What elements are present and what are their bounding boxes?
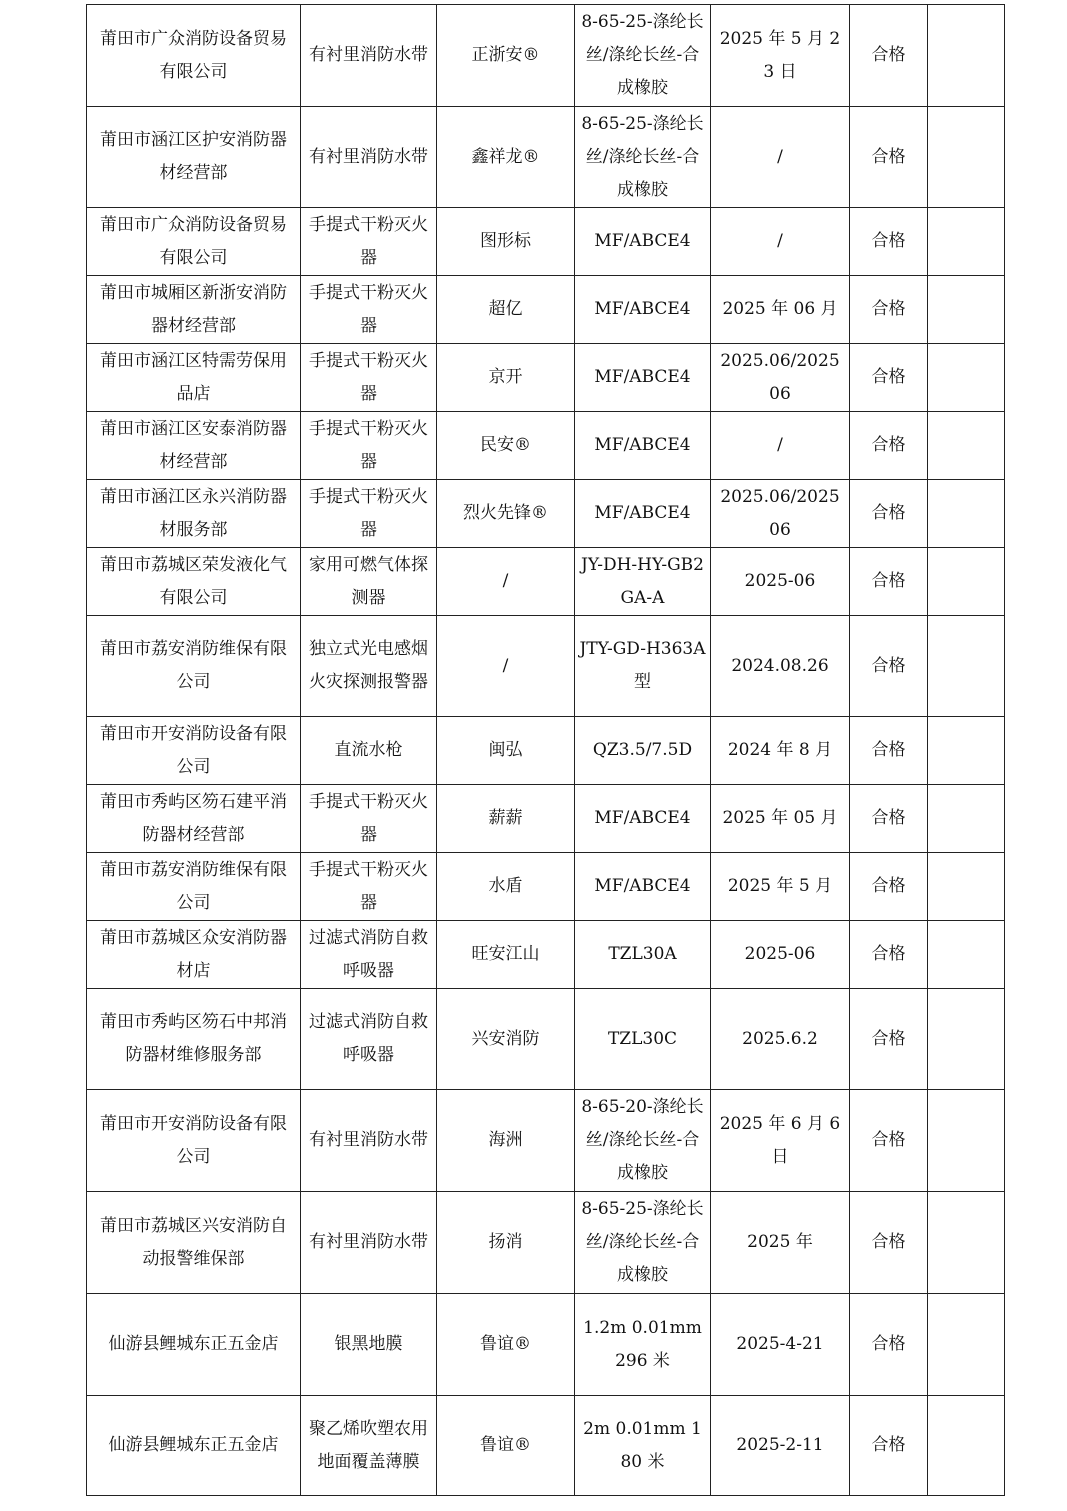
table-row bbox=[87, 989, 1005, 1090]
model-spec-cell bbox=[575, 717, 711, 785]
company-cell bbox=[87, 1294, 301, 1396]
model-spec-cell bbox=[575, 1294, 711, 1396]
result-cell-text: 合格 bbox=[871, 146, 906, 167]
result-cell-text: 合格 bbox=[871, 1334, 906, 1354]
production-date-cell-text: 2025 年 6 月 6 日 bbox=[719, 1113, 841, 1167]
model-spec-cell bbox=[575, 921, 711, 989]
product-name-cell-text: 手提式干粉灭火器 bbox=[309, 350, 428, 404]
brand-cell bbox=[437, 853, 575, 921]
result-cell bbox=[850, 853, 928, 921]
result-cell-text: 合格 bbox=[871, 655, 906, 676]
result-cell-text: 合格 bbox=[871, 808, 906, 828]
model-spec-cell-text: MF/ABCE4 bbox=[594, 231, 691, 251]
model-spec-cell bbox=[575, 107, 711, 208]
model-spec-cell bbox=[575, 480, 711, 548]
remarks-cell bbox=[928, 480, 1005, 548]
production-date-cell-text: 2025.06/202506 bbox=[720, 350, 840, 404]
table-row bbox=[87, 480, 1005, 548]
result-cell bbox=[850, 5, 928, 107]
model-spec-cell-text: JTY-GD-H363A 型 bbox=[579, 639, 706, 692]
table-row bbox=[87, 1294, 1005, 1396]
brand-cell-text: 海洲 bbox=[488, 1130, 523, 1150]
brand-cell bbox=[437, 1396, 575, 1496]
production-date-cell-text: 2025.6.2 bbox=[742, 1028, 818, 1049]
model-spec-cell-text: MF/ABCE4 bbox=[594, 503, 691, 523]
production-date-cell bbox=[711, 344, 850, 412]
product-name-cell-text: 手提式干粉灭火器 bbox=[309, 486, 428, 540]
product-name-cell bbox=[301, 921, 437, 989]
result-cell-text: 合格 bbox=[871, 503, 906, 523]
model-spec-cell bbox=[575, 548, 711, 616]
brand-cell-text: 扬消 bbox=[488, 1232, 523, 1252]
company-cell bbox=[87, 107, 301, 208]
product-name-cell bbox=[301, 1090, 437, 1192]
production-date-cell bbox=[711, 616, 850, 717]
production-date-cell bbox=[711, 921, 850, 989]
company-cell-text: 莆田市涵江区护安消防器材经营部 bbox=[100, 130, 287, 183]
brand-cell-text: 京开 bbox=[488, 367, 523, 387]
company-cell-text: 莆田市荔城区兴安消防自动报警维保部 bbox=[100, 1215, 287, 1269]
brand-cell bbox=[437, 344, 575, 412]
production-date-cell bbox=[711, 107, 850, 208]
product-name-cell bbox=[301, 412, 437, 480]
remarks-cell bbox=[928, 5, 1005, 107]
model-spec-cell bbox=[575, 1192, 711, 1294]
company-cell-text: 莆田市荔安消防维保有限公司 bbox=[100, 859, 287, 913]
brand-cell-text: 烈火先锋® bbox=[463, 503, 548, 523]
model-spec-cell bbox=[575, 1090, 711, 1192]
remarks-cell bbox=[928, 276, 1005, 344]
result-cell-text: 合格 bbox=[871, 571, 906, 591]
model-spec-cell-text: QZ3.5/7.5D bbox=[592, 740, 693, 760]
product-name-cell bbox=[301, 717, 437, 785]
company-cell bbox=[87, 548, 301, 616]
result-cell-text: 合格 bbox=[871, 367, 906, 387]
result-cell-text: 合格 bbox=[871, 1130, 906, 1150]
product-name-cell-text: 有衬里消防水带 bbox=[309, 1232, 428, 1252]
product-name-cell bbox=[301, 616, 437, 717]
company-cell bbox=[87, 1090, 301, 1192]
remarks-cell bbox=[928, 412, 1005, 480]
brand-cell bbox=[437, 1192, 575, 1294]
brand-cell-text: 正浙安® bbox=[471, 45, 540, 65]
production-date-cell-text: 2024 年 8 月 bbox=[727, 740, 833, 760]
result-cell-text: 合格 bbox=[871, 1028, 906, 1049]
product-name-cell-text: 手提式干粉灭火器 bbox=[309, 859, 428, 913]
remarks-cell bbox=[928, 344, 1005, 412]
table-row bbox=[87, 785, 1005, 853]
table-row bbox=[87, 107, 1005, 208]
company-cell bbox=[87, 344, 301, 412]
brand-cell bbox=[437, 1090, 575, 1192]
production-date-cell-text: / bbox=[777, 435, 783, 455]
model-spec-cell-text: MF/ABCE4 bbox=[594, 367, 691, 387]
model-spec-cell-text: TZL30C bbox=[607, 1028, 678, 1049]
table-row bbox=[87, 853, 1005, 921]
result-cell-text: 合格 bbox=[871, 1435, 906, 1455]
table-row bbox=[87, 412, 1005, 480]
result-cell bbox=[850, 548, 928, 616]
model-spec-cell bbox=[575, 344, 711, 412]
product-name-cell-text: 手提式干粉灭火器 bbox=[309, 282, 428, 336]
table-row bbox=[87, 616, 1005, 717]
production-date-cell bbox=[711, 208, 850, 276]
result-cell bbox=[850, 1192, 928, 1294]
company-cell-text: 莆田市秀屿区笏石建平消防器材经营部 bbox=[100, 791, 287, 845]
result-cell-text: 合格 bbox=[871, 45, 906, 65]
remarks-cell bbox=[928, 853, 1005, 921]
product-name-cell-text: 过滤式消防自救呼吸器 bbox=[309, 1012, 428, 1065]
remarks-cell bbox=[928, 717, 1005, 785]
result-cell bbox=[850, 717, 928, 785]
brand-cell bbox=[437, 412, 575, 480]
model-spec-cell-text: 1.2m 0.01mm 296 米 bbox=[583, 1317, 702, 1371]
product-name-cell-text: 有衬里消防水带 bbox=[309, 45, 428, 65]
product-name-cell-text: 手提式干粉灭火器 bbox=[309, 791, 428, 845]
company-cell-text: 仙游县鲤城东正五金店 bbox=[108, 1334, 279, 1354]
production-date-cell-text: 2025-06 bbox=[744, 571, 816, 591]
brand-cell bbox=[437, 480, 575, 548]
remarks-cell bbox=[928, 1090, 1005, 1192]
product-name-cell bbox=[301, 276, 437, 344]
model-spec-cell-text: MF/ABCE4 bbox=[594, 808, 691, 828]
company-cell bbox=[87, 853, 301, 921]
brand-cell-text: 鲁谊® bbox=[480, 1435, 531, 1455]
model-spec-cell-text: TZL30A bbox=[608, 944, 677, 964]
model-spec-cell-text: 8-65-25-涤纶长丝/涤纶长丝-合成橡胶 bbox=[581, 12, 704, 98]
result-cell-text: 合格 bbox=[871, 299, 906, 319]
company-cell-text: 莆田市荔安消防维保有限公司 bbox=[100, 639, 287, 692]
brand-cell-text: 图形标 bbox=[480, 231, 531, 251]
result-cell bbox=[850, 276, 928, 344]
result-cell bbox=[850, 107, 928, 208]
product-name-cell bbox=[301, 344, 437, 412]
company-cell-text: 仙游县鲤城东正五金店 bbox=[108, 1435, 279, 1455]
result-cell-text: 合格 bbox=[871, 876, 906, 896]
model-spec-cell-text: JY-DH-HY-GB2GA-A bbox=[581, 554, 704, 608]
product-name-cell bbox=[301, 1396, 437, 1496]
table-row bbox=[87, 344, 1005, 412]
result-cell bbox=[850, 208, 928, 276]
result-cell-text: 合格 bbox=[871, 944, 906, 964]
company-cell bbox=[87, 1192, 301, 1294]
product-name-cell bbox=[301, 785, 437, 853]
remarks-cell bbox=[928, 1294, 1005, 1396]
table-row bbox=[87, 1192, 1005, 1294]
brand-cell bbox=[437, 785, 575, 853]
result-cell bbox=[850, 480, 928, 548]
table-row bbox=[87, 921, 1005, 989]
production-date-cell-text: / bbox=[777, 231, 783, 251]
remarks-cell bbox=[928, 921, 1005, 989]
product-name-cell-text: 家用可燃气体探测器 bbox=[309, 554, 428, 608]
result-cell-text: 合格 bbox=[871, 231, 906, 251]
inspection-results-table bbox=[86, 4, 1005, 1496]
result-cell bbox=[850, 616, 928, 717]
company-cell-text: 莆田市广众消防设备贸易有限公司 bbox=[100, 28, 287, 82]
production-date-cell-text: 2025-4-21 bbox=[736, 1334, 824, 1354]
model-spec-cell bbox=[575, 616, 711, 717]
remarks-cell bbox=[928, 1396, 1005, 1496]
company-cell bbox=[87, 5, 301, 107]
product-name-cell bbox=[301, 1192, 437, 1294]
model-spec-cell bbox=[575, 208, 711, 276]
brand-cell-text: 水盾 bbox=[488, 876, 523, 896]
product-name-cell-text: 银黑地膜 bbox=[334, 1334, 403, 1354]
remarks-cell bbox=[928, 785, 1005, 853]
brand-cell bbox=[437, 107, 575, 208]
company-cell-text: 莆田市开安消防设备有限公司 bbox=[100, 1113, 287, 1167]
company-cell bbox=[87, 208, 301, 276]
brand-cell bbox=[437, 276, 575, 344]
production-date-cell bbox=[711, 276, 850, 344]
product-name-cell bbox=[301, 5, 437, 107]
brand-cell-text: / bbox=[502, 571, 509, 591]
brand-cell-text: 旺安江山 bbox=[471, 944, 540, 964]
product-name-cell bbox=[301, 989, 437, 1090]
company-cell-text: 莆田市涵江区永兴消防器材服务部 bbox=[100, 486, 287, 540]
production-date-cell bbox=[711, 5, 850, 107]
product-name-cell bbox=[301, 548, 437, 616]
company-cell bbox=[87, 989, 301, 1090]
brand-cell-text: / bbox=[502, 655, 509, 676]
product-name-cell bbox=[301, 1294, 437, 1396]
brand-cell-text: 鑫祥龙® bbox=[471, 146, 540, 167]
company-cell-text: 莆田市涵江区特需劳保用品店 bbox=[100, 350, 287, 404]
model-spec-cell bbox=[575, 785, 711, 853]
production-date-cell bbox=[711, 1192, 850, 1294]
brand-cell bbox=[437, 921, 575, 989]
production-date-cell-text: 2025 年 05 月 bbox=[722, 808, 838, 828]
company-cell bbox=[87, 785, 301, 853]
model-spec-cell bbox=[575, 5, 711, 107]
brand-cell bbox=[437, 717, 575, 785]
remarks-cell bbox=[928, 107, 1005, 208]
company-cell-text: 莆田市荔城区众安消防器材店 bbox=[100, 927, 287, 981]
production-date-cell bbox=[711, 989, 850, 1090]
remarks-cell bbox=[928, 616, 1005, 717]
company-cell bbox=[87, 717, 301, 785]
production-date-cell bbox=[711, 1396, 850, 1496]
model-spec-cell-text: MF/ABCE4 bbox=[594, 435, 691, 455]
brand-cell bbox=[437, 548, 575, 616]
production-date-cell bbox=[711, 480, 850, 548]
company-cell bbox=[87, 616, 301, 717]
production-date-cell bbox=[711, 548, 850, 616]
result-cell-text: 合格 bbox=[871, 435, 906, 455]
product-name-cell bbox=[301, 480, 437, 548]
product-name-cell-text: 有衬里消防水带 bbox=[309, 1130, 428, 1150]
table-body bbox=[87, 5, 1005, 1496]
remarks-cell bbox=[928, 989, 1005, 1090]
brand-cell-text: 民安® bbox=[480, 435, 531, 455]
production-date-cell-text: 2025-2-11 bbox=[736, 1435, 824, 1455]
remarks-cell bbox=[928, 1192, 1005, 1294]
table-row bbox=[87, 276, 1005, 344]
result-cell-text: 合格 bbox=[871, 1232, 906, 1252]
company-cell-text: 莆田市广众消防设备贸易有限公司 bbox=[100, 214, 287, 268]
table-row bbox=[87, 5, 1005, 107]
product-name-cell bbox=[301, 107, 437, 208]
product-name-cell-text: 手提式干粉灭火器 bbox=[309, 214, 428, 268]
result-cell-text: 合格 bbox=[871, 740, 906, 760]
brand-cell bbox=[437, 1294, 575, 1396]
model-spec-cell bbox=[575, 853, 711, 921]
brand-cell-text: 鲁谊® bbox=[480, 1334, 531, 1354]
production-date-cell-text: 2024.08.26 bbox=[731, 655, 829, 676]
model-spec-cell-text: MF/ABCE4 bbox=[594, 299, 691, 319]
result-cell bbox=[850, 1396, 928, 1496]
production-date-cell-text: 2025 年 06 月 bbox=[722, 299, 838, 319]
model-spec-cell-text: MF/ABCE4 bbox=[594, 876, 691, 896]
production-date-cell-text: 2025-06 bbox=[744, 944, 816, 964]
company-cell bbox=[87, 480, 301, 548]
company-cell bbox=[87, 412, 301, 480]
company-cell bbox=[87, 276, 301, 344]
company-cell-text: 莆田市城厢区新浙安消防器材经营部 bbox=[100, 282, 287, 336]
production-date-cell-text: 2025 年 5 月 23 日 bbox=[719, 28, 841, 82]
result-cell bbox=[850, 785, 928, 853]
production-date-cell bbox=[711, 853, 850, 921]
table-row bbox=[87, 1396, 1005, 1496]
brand-cell-text: 薪薪 bbox=[488, 808, 523, 828]
brand-cell bbox=[437, 616, 575, 717]
brand-cell-text: 超亿 bbox=[488, 299, 523, 319]
model-spec-cell bbox=[575, 276, 711, 344]
production-date-cell-text: 2025 年 5 月 bbox=[727, 876, 833, 896]
model-spec-cell-text: 8-65-20-涤纶长丝/涤纶长丝-合成橡胶 bbox=[581, 1097, 704, 1183]
company-cell bbox=[87, 921, 301, 989]
remarks-cell bbox=[928, 548, 1005, 616]
product-name-cell-text: 手提式干粉灭火器 bbox=[309, 418, 428, 472]
production-date-cell-text: 2025 年 bbox=[747, 1232, 813, 1252]
product-name-cell bbox=[301, 853, 437, 921]
remarks-cell bbox=[928, 208, 1005, 276]
model-spec-cell-text: 8-65-25-涤纶长丝/涤纶长丝-合成橡胶 bbox=[581, 113, 704, 200]
product-name-cell-text: 有衬里消防水带 bbox=[309, 146, 428, 167]
model-spec-cell bbox=[575, 1396, 711, 1496]
product-name-cell bbox=[301, 208, 437, 276]
result-cell bbox=[850, 412, 928, 480]
result-cell bbox=[850, 989, 928, 1090]
brand-cell bbox=[437, 208, 575, 276]
company-cell-text: 莆田市涵江区安泰消防器材经营部 bbox=[100, 418, 287, 472]
production-date-cell bbox=[711, 785, 850, 853]
brand-cell bbox=[437, 5, 575, 107]
table-row bbox=[87, 1090, 1005, 1192]
production-date-cell-text: / bbox=[777, 146, 783, 167]
brand-cell bbox=[437, 989, 575, 1090]
product-name-cell-text: 聚乙烯吹塑农用地面覆盖薄膜 bbox=[309, 1418, 428, 1472]
product-name-cell-text: 直流水枪 bbox=[334, 740, 403, 760]
table-row bbox=[87, 717, 1005, 785]
product-name-cell-text: 独立式光电感烟火灾探测报警器 bbox=[309, 639, 428, 692]
result-cell bbox=[850, 1294, 928, 1396]
company-cell-text: 莆田市开安消防设备有限公司 bbox=[100, 723, 287, 777]
model-spec-cell bbox=[575, 412, 711, 480]
result-cell bbox=[850, 344, 928, 412]
result-cell bbox=[850, 1090, 928, 1192]
production-date-cell bbox=[711, 1294, 850, 1396]
production-date-cell bbox=[711, 717, 850, 785]
production-date-cell bbox=[711, 412, 850, 480]
table-row bbox=[87, 208, 1005, 276]
brand-cell-text: 闽弘 bbox=[488, 740, 523, 760]
model-spec-cell-text: 8-65-25-涤纶长丝/涤纶长丝-合成橡胶 bbox=[581, 1199, 704, 1285]
model-spec-cell bbox=[575, 989, 711, 1090]
production-date-cell-text: 2025.06/202506 bbox=[720, 486, 840, 540]
result-cell bbox=[850, 921, 928, 989]
model-spec-cell-text: 2m 0.01mm 180 米 bbox=[583, 1418, 702, 1472]
company-cell-text: 莆田市荔城区荣发液化气有限公司 bbox=[100, 554, 287, 608]
brand-cell-text: 兴安消防 bbox=[471, 1028, 540, 1049]
product-name-cell-text: 过滤式消防自救呼吸器 bbox=[309, 927, 428, 981]
company-cell bbox=[87, 1396, 301, 1496]
table-row bbox=[87, 548, 1005, 616]
company-cell-text: 莆田市秀屿区笏石中邦消防器材维修服务部 bbox=[100, 1012, 287, 1065]
production-date-cell bbox=[711, 1090, 850, 1192]
